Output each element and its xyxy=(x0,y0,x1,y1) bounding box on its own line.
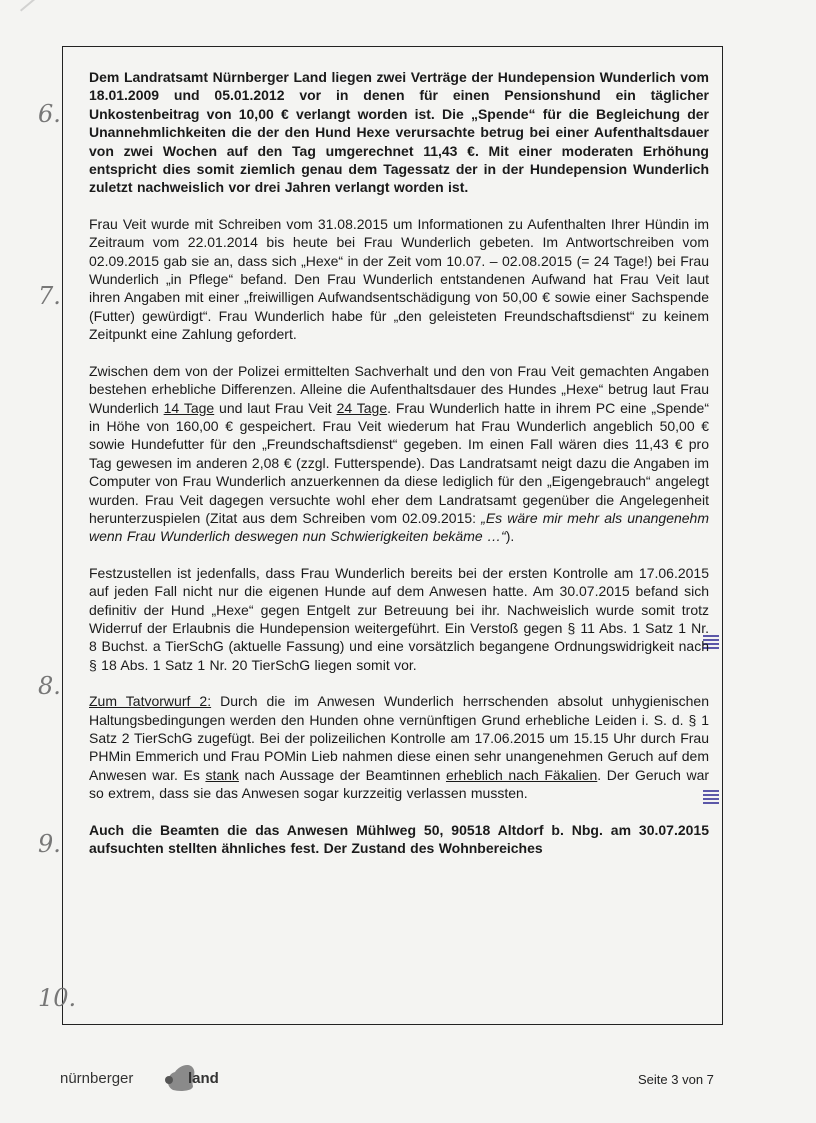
paragraph-1: Dem Landratsamt Nürnberger Land liegen zwei Verträge der Hundepension Wunderlich vom 18.01.2009 und 05.01.2012 vor in denen für einen Pensionshund ein täglicher Unkostenbeitrag von 10,00 € verlangt worden ist. Die „Spende“ für die Begleichung der Unannehmlichkeiten die der den Hund Hexe verursachte betrug bei einer Aufenthaltsdauer von zwei Wochen auf den Tag umgerechnet 11,43 €. Mit einer moderaten Erhöhung entspricht dies somit ziemlich genau dem Tagessatz der in der Hundepension Wunderlich zuletzt nachweislich vor drei Jahren verlangt worden ist. xyxy=(89,69,709,196)
logo-text-right: land xyxy=(188,1070,219,1087)
paragraph-2: Frau Veit wurde mit Schreiben vom 31.08.2015 um Informationen zu Aufenthalten Ihrer Hündin im Zeitraum vom 22.01.2014 bis heute bei Frau Wunderlich gebeten. Im Antwortschreiben vom 02.09.2015 gab sie an, dass sich „Hexe“ in der Zeit vom 10.07. – 02.08.2015 (= 24 Tage!) bei Frau Wunderlich „in Pflege“ befand. Den Frau Wunderlich entstandenen Aufwand hat Frau Veit laut ihren Angaben mit einer „freiwilligen Aufwandsentschädigung von 50,00 € sowie einer Sachspende (Futter) gewürdigt“. Frau Wunderlich habe für „den geleisteten Freundschaftsdienst“ zu keinem Zeitpunkt eine Zahlung gefordert. xyxy=(89,215,709,343)
logo-text-left: nürnberger xyxy=(60,1070,134,1087)
margin-number-7: 7. xyxy=(38,282,61,310)
nuernberger-land-logo xyxy=(60,1060,230,1100)
margin-number-10: 10. xyxy=(38,984,77,1012)
margin-number-8: 8. xyxy=(38,672,61,700)
margin-number-6: 6. xyxy=(38,100,61,128)
paragraph-5: Zum Tatvorwurf 2: Durch die im Anwesen Wunderlich herrschenden absolut unhygienischen Haltungsbedingungen werden den Hunden ohne vernünftigen Grund erhebliche Leiden i. S. d. § 1 Satz 2 TierSchG zugefügt. Bei der polizeilichen Kontrolle am 17.06.2015 um 15.15 Uhr durch Frau PHMin Emmerich und Frau POMin Lieb nahmen diese einen sehr unangenehmen Geruch auf dem Anwesen war. Es stank nach Aussage der Beamtinnen erheblich nach Fäkalien. Der Geruch war so extrem, dass sie das Anwesen sogar kurzzeitig verlassen mussten. xyxy=(89,693,710,802)
margin-number-9: 9. xyxy=(38,830,61,858)
paragraph-3: Zwischen dem von der Polizei ermittelten Sachverhalt und den von Frau Veit gemachten Angaben bestehen erhebliche Differenzen. Alleine die Aufenthaltsdauer des Hundes „Hexe“ betrug laut Frau Wunderlich 14 Tage und laut Frau Veit 24 Tage. Frau Wunderlich hatte in ihrem PC eine „Spende“ in Höhe von 160,00 € gespeichert. Frau Veit wiederum hat Frau Wunderlich angeblich 50,00 € sowie Hundefutter für den „Freundschaftsdienst“ gegeben. Im einen Fall wären dies 11,43 € pro Tag gewesen im anderen 2,08 € (zzgl. Futterspende). Das Landratsamt neigt dazu die Angaben im Computer von Frau Wunderlich anzuerkennen da diese lediglich für den „Eigengebrauch“ angelegt wurden. Frau Veit dagegen versuchte wohl eher dem Landratsamt gegenüber die Angelegenheit herunterzuspielen (Zitat aus dem Schreiben vom 02.09.2015: „Es wäre mir mehr als unangenehm wenn Frau Wunderlich deswegen nun Schwierigkeiten bekäme …“). xyxy=(89,362,709,545)
page-number: Seite 3 von 7 xyxy=(638,1072,714,1087)
paragraph-4: Festzustellen ist jedenfalls, dass Frau Wunderlich bereits bei der ersten Kontrolle am 17.06.2015 auf jeden Fall nicht nur die eigenen Hunde auf dem Anwesen hatte. Am 30.07.2015 befand sich definitiv der Hund „Hexe“ gegen Entgelt zur Betreuung bei ihr. Nachweislich wurde somit trotz Widerruf der Erlaubnis die Hundepension weitergeführt. Ein Verstoß gegen § 11 Abs. 1 Satz 1 Nr. 8 Buchst. a TierSchG (aktuelle Fassung) und eine vorsätzlich begangene Ordnungswidrigkeit nach § 18 Abs. 1 Satz 1 Nr. 20 TierSchG liegen somit vor. xyxy=(89,564,709,673)
scan-artifact-line xyxy=(20,0,106,12)
paragraph-6: Auch die Beamten die das Anwesen Mühlweg 50, 90518 Altdorf b. Nbg. am 30.07.2015 aufsuchten stellten ähnliches fest. Der Zustand des Wohnbereiches xyxy=(89,821,709,857)
document-body xyxy=(89,68,709,875)
